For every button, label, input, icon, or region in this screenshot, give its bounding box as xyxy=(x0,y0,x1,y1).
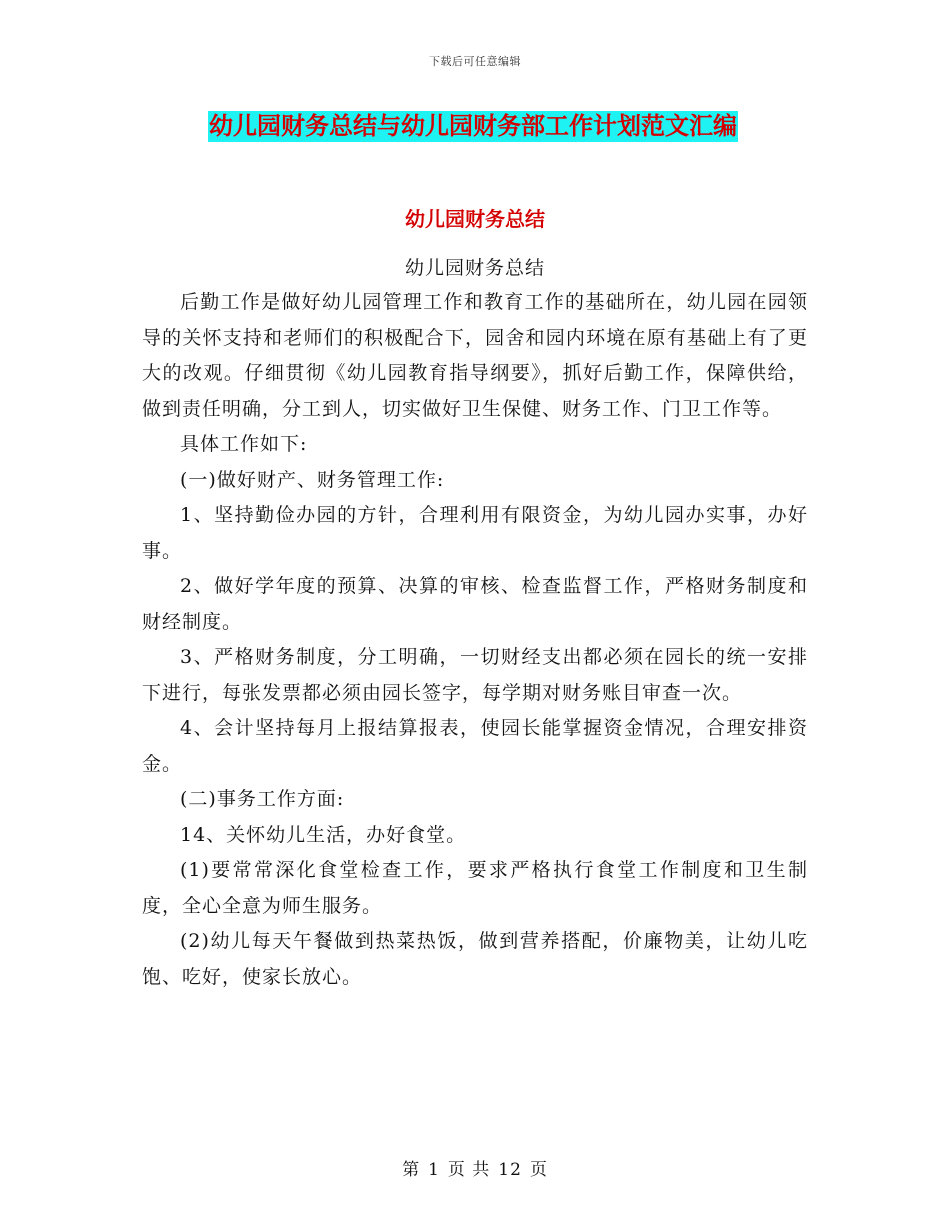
paragraph: 2、做好学年度的预算、决算的审核、检查监督工作，严格财务制度和财经制度。 xyxy=(142,575,808,633)
paragraph: (一)做好财产、财务管理工作: xyxy=(180,468,445,491)
page-total: 12 xyxy=(498,1160,522,1180)
paragraph: 具体工作如下: xyxy=(180,433,308,455)
paragraph: 后勤工作是做好幼儿园管理工作和教育工作的基础所在，幼儿园在园领导的关怀支持和老师们的积极配合下，园舍和园内环境在原有基础上有了更大的改观。仔细贯彻《幼儿园教育指导纲要》，抓好后勤工作，保障供给，做到责任明确，分工到人，切实做好卫生保健、财务工作、门卫工作等。 xyxy=(142,291,808,420)
sub-title: 幼儿园财务总结 xyxy=(404,257,545,279)
page-footer xyxy=(0,1155,950,1180)
paragraph: 14、关怀幼儿生活，办好食堂。 xyxy=(180,823,467,846)
page-current: 1 xyxy=(428,1160,440,1180)
paragraph: (2)幼儿每天午餐做到热菜热饭，做到营养搭配，价廉物美，让幼儿吃饱、吃好，使家长放心。 xyxy=(142,930,808,988)
paragraph: (1)要常常深化食堂检查工作，要求严格执行食堂工作制度和卫生制度，全心全意为师生服务。 xyxy=(142,859,808,917)
page-prefix: 第 xyxy=(402,1160,421,1180)
page-suffix: 页 xyxy=(529,1160,548,1180)
paragraph: 4、会计坚持每月上报结算报表，使园长能掌握资金情况，合理安排资金。 xyxy=(142,717,808,775)
document-body xyxy=(142,285,808,995)
paragraph: (二)事务工作方面: xyxy=(180,788,345,810)
page-header-note: 下载后可任意编辑 xyxy=(429,55,521,68)
document-main-title: 幼儿园财务总结与幼儿园财务部工作计划范文汇编 xyxy=(209,112,737,140)
paragraph: 3、严格财务制度，分工明确，一切财经支出都必须在园长的统一安排下进行，每张发票都必须由园长签字，每学期对财务账目审查一次。 xyxy=(142,646,808,704)
page-middle: 页 共 xyxy=(447,1160,491,1180)
paragraph: 1、坚持勤俭办园的方针，合理利用有限资金，为幼儿园办实事，办好事。 xyxy=(142,504,808,562)
section-title: 幼儿园财务总结 xyxy=(405,207,545,231)
